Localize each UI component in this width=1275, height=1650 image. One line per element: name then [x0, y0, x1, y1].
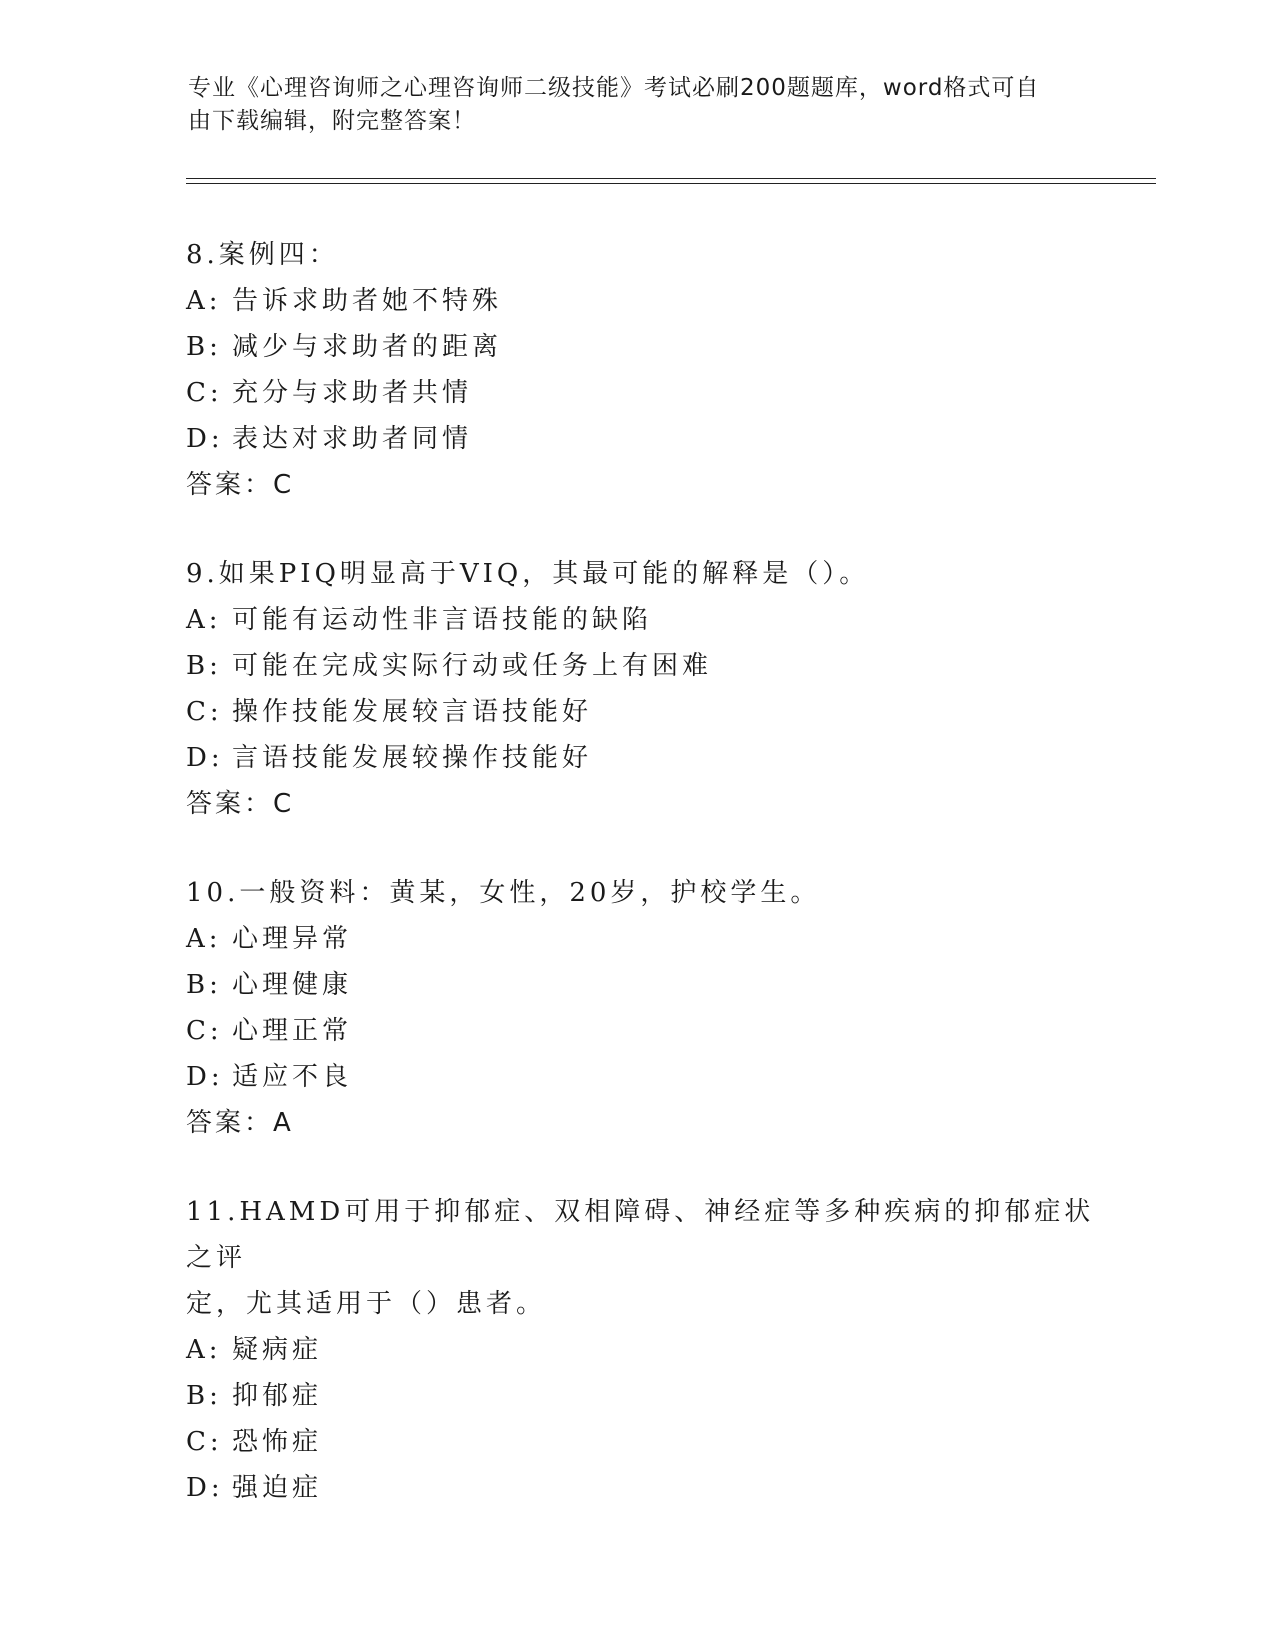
option-c [186, 689, 1106, 735]
option-letter: B: [186, 1381, 222, 1411]
question-stem: 9.如果PIQ明显高于VIQ，其最可能的解释是（）。 [186, 559, 870, 589]
question-stem-line-1: 11.HAMD可用于抑郁症、双相障碍、神经症等多种疾病的抑郁症状之评 [186, 1197, 1095, 1273]
option-text: 充分与求助者共情 [232, 378, 473, 408]
option-letter: A: [186, 605, 222, 635]
option-letter: D: [186, 1062, 224, 1092]
option-letter: D: [186, 743, 224, 773]
option-text: 告诉求助者她不特殊 [232, 286, 503, 316]
option-letter: D: [186, 1473, 224, 1503]
question-9 [186, 551, 1106, 827]
question-8 [186, 232, 1106, 508]
option-text: 强迫症 [232, 1473, 323, 1503]
header-rule-top [186, 178, 1156, 179]
answer-line: 答案：C [186, 789, 295, 819]
option-text: 言语技能发展较操作技能好 [232, 743, 593, 773]
option-letter: B: [186, 651, 222, 681]
header-rule-bottom [186, 183, 1156, 184]
question-10 [186, 870, 1106, 1146]
option-letter: A: [186, 286, 222, 316]
option-c [186, 1008, 1106, 1054]
option-a [186, 278, 1106, 324]
option-c [186, 1419, 1106, 1465]
question-stem-line-2: 定，尤其适用于（）患者。 [186, 1289, 547, 1319]
option-text: 心理正常 [232, 1016, 353, 1046]
document-header [188, 72, 1068, 138]
option-letter: B: [186, 332, 222, 362]
option-c [186, 370, 1106, 416]
option-d [186, 1465, 1106, 1511]
header-line-1: 专业《心理咨询师之心理咨询师二级技能》考试必刷200题题库，word格式可自 [188, 75, 1040, 101]
option-b [186, 962, 1106, 1008]
option-text: 抑郁症 [232, 1381, 323, 1411]
option-text: 疑病症 [232, 1335, 323, 1365]
option-letter: C: [186, 378, 223, 408]
question-stem: 10.一般资料：黄某，女性，20岁，护校学生。 [186, 878, 821, 908]
option-letter: A: [186, 924, 222, 954]
option-a [186, 916, 1106, 962]
answer-line: 答案：C [186, 470, 295, 500]
option-letter: C: [186, 1016, 223, 1046]
option-text: 心理健康 [232, 970, 353, 1000]
option-b [186, 1373, 1106, 1419]
option-b [186, 324, 1106, 370]
option-text: 减少与求助者的距离 [232, 332, 503, 362]
option-text: 可能有运动性非言语技能的缺陷 [232, 605, 653, 635]
option-letter: A: [186, 1335, 222, 1365]
option-letter: B: [186, 970, 222, 1000]
option-text: 操作技能发展较言语技能好 [232, 697, 593, 727]
option-text: 表达对求助者同情 [232, 424, 473, 454]
option-text: 恐怖症 [232, 1427, 323, 1457]
header-line-2: 由下载编辑，附完整答案！ [188, 108, 476, 134]
option-text: 可能在完成实际行动或任务上有困难 [232, 651, 713, 681]
option-d [186, 735, 1106, 781]
option-a [186, 1327, 1106, 1373]
option-d [186, 416, 1106, 462]
option-letter: C: [186, 1427, 223, 1457]
option-text: 适应不良 [232, 1062, 353, 1092]
question-stem: 8.案例四： [186, 240, 339, 270]
option-d [186, 1054, 1106, 1100]
option-a [186, 597, 1106, 643]
option-b [186, 643, 1106, 689]
question-11 [186, 1189, 1106, 1511]
answer-line: 答案：A [186, 1108, 294, 1138]
option-text: 心理异常 [232, 924, 353, 954]
option-letter: D: [186, 424, 224, 454]
option-letter: C: [186, 697, 223, 727]
